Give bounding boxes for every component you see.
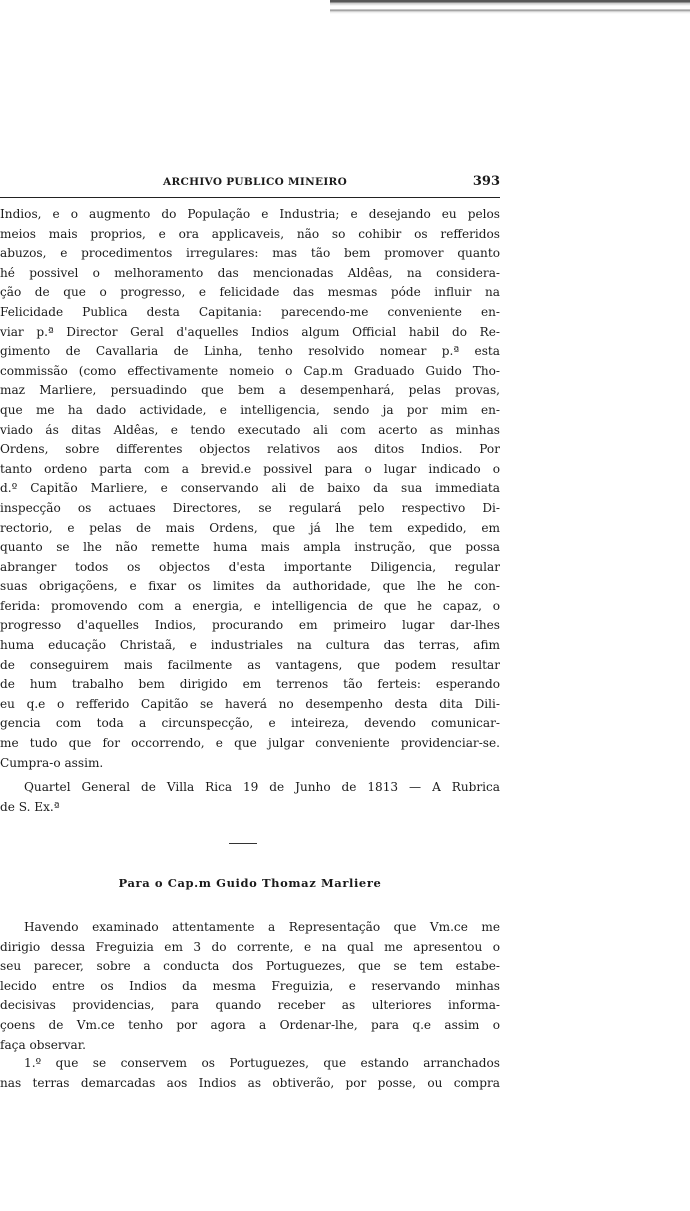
- scan-edge-artifact: [330, 0, 690, 14]
- text-line: ção de que o progresso, e felicidade das mesmas póde influir na: [0, 285, 500, 300]
- text-line: d.º Capitão Marliere, e conservando ali de baixo da sua immediata: [0, 481, 500, 496]
- text-line: Ordens, sobre differentes objectos relativos aos ditos Indios. Por: [0, 442, 500, 457]
- text-line: que me ha dado actividade, e intelligencia, sendo ja por mim en-: [0, 402, 500, 417]
- text-line: abuzos, e procedimentos irregulares: mas tão bem promover quanto: [0, 246, 500, 261]
- page-number: 393: [472, 174, 500, 189]
- page-header: [0, 172, 500, 196]
- text-line: eu q.e o refferido Capitão se haverá no desempenho desta dita Dili-: [0, 696, 500, 711]
- paragraph-item-one: [0, 1054, 500, 1093]
- running-title: ARCHIVO PUBLICO MINEIRO: [163, 176, 348, 188]
- text-line: suas obrigaçõens, e fixar os limites da authoridade, que lhe he con-: [0, 579, 500, 594]
- text-line: faça observar.: [0, 1037, 87, 1052]
- text-line: de S. Ex.ª: [0, 799, 60, 814]
- text-line: Quartel General de Villa Rica 19 de Junho de 1813 — A Rubrica: [24, 780, 500, 794]
- text-line: viar p.ª Director Geral d'aquelles Indios algum Official habil do Re-: [0, 324, 500, 339]
- text-line: gencia com toda a circunspecção, e inteireza, devendo comunicar-: [0, 716, 500, 731]
- header-rule: [0, 197, 500, 198]
- text-line: quanto se lhe não remette huma mais ampla instrução, que possa: [0, 540, 500, 555]
- text-line: lecido entre os Indios da mesma Freguizia, e reservando minhas: [0, 978, 500, 993]
- text-line: huma educação Christaã, e industriales na cultura das terras, afim: [0, 638, 500, 653]
- text-line: tanto ordeno parta com a brevid.e possivel para o lugar indicado o: [0, 461, 500, 476]
- text-line: inspecção os actuaes Directores, se regulará pelo respectivo Di-: [0, 500, 500, 515]
- text-line: hé possivel o melhoramento das mencionadas Aldêas, na considera-: [0, 265, 500, 280]
- text-line: viado ás ditas Aldêas, e tendo executado ali com acerto as minhas: [0, 422, 500, 437]
- text-line: gimento de Cavallaria de Linha, tenho resolvido nomear p.ª esta: [0, 344, 500, 359]
- text-line: commissão (como effectivamente nomeio o Cap.m Graduado Guido Tho-: [0, 363, 500, 378]
- text-line: nas terras demarcadas aos Indios as obtiverão, por posse, ou compra: [0, 1075, 500, 1090]
- text-line: de hum trabalho bem dirigido em terrenos tão ferteis: esperando: [0, 677, 500, 692]
- text-line: çoens de Vm.ce tenho por agora a Ordenar-lhe, para q.e assim o: [0, 1017, 500, 1032]
- text-line: dirigio dessa Freguizia em 3 do corrente, e na qual me apresentou o: [0, 939, 500, 954]
- text-line: decisivas providencias, para quando receber as ulteriores informa-: [0, 998, 500, 1013]
- text-line: progresso d'aquelles Indios, procurando em primeiro lugar dar-lhes: [0, 618, 500, 633]
- text-line: de conseguirem mais facilmente as vantagens, que podem resultar: [0, 657, 500, 672]
- text-line: Havendo examinado attentamente a Representação que Vm.ce me: [24, 920, 500, 934]
- text-line: meios mais proprios, e ora applicaveis, não so cohibir os refferidos: [0, 226, 500, 241]
- text-line: seu parecer, sobre a conducta dos Portuguezes, que se tem estabe-: [0, 959, 500, 974]
- text-line: maz Marliere, persuadindo que bem a desempenhará, pelas provas,: [0, 383, 500, 398]
- text-line: abranger todos os objectos d'esta importante Diligencia, regular: [0, 559, 500, 574]
- text-line: 1.º que se conservem os Portuguezes, que estando arranchados: [24, 1056, 500, 1070]
- text-line: rectorio, e pelas de mais Ordens, que já lhe tem expedido, em: [0, 520, 500, 535]
- text-line: Cumpra-o assim.: [0, 755, 104, 770]
- letter-heading: Para o Cap.m Guido Thomaz Marliere: [118, 876, 382, 890]
- paragraph-order-continuation: [0, 205, 500, 773]
- paragraph-letter-intro: [0, 918, 500, 1055]
- section-divider: [229, 843, 257, 844]
- closing-signature-block: [0, 778, 500, 817]
- text-line: me tudo que for occorrendo, e que julgar conveniente providenciar-se.: [0, 736, 500, 751]
- text-line: Indios, e o augmento do População e Industria; e desejando eu pelos: [0, 207, 500, 221]
- text-line: Felicidade Publica desta Capitania: parecendo-me conveniente en-: [0, 304, 500, 319]
- text-line: ferida: promovendo com a energia, e intelligencia de que he capaz, o: [0, 598, 500, 613]
